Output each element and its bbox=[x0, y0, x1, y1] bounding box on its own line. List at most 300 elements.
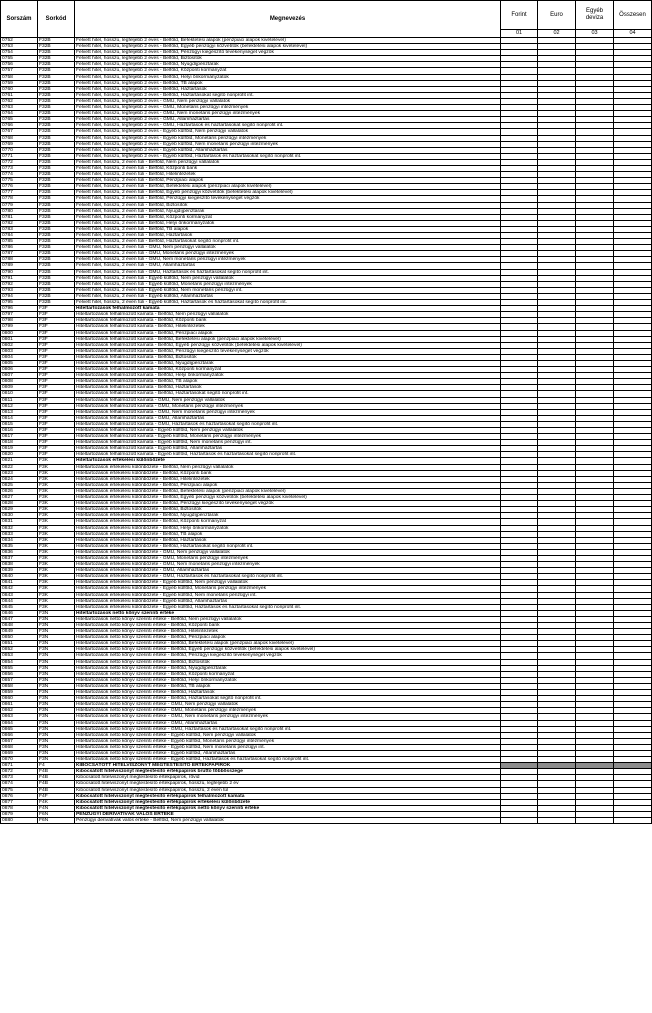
row-label-cell: Hiteltartozások felhalmozott kamata - Egyéb külföld, Nem monetáris pénzügyi int. bbox=[75, 440, 501, 446]
col-header-sorszam: Sorszám bbox=[1, 1, 38, 38]
row-code-cell: F3F bbox=[38, 306, 75, 312]
row-code-cell: F32B bbox=[38, 275, 75, 281]
row-label-cell: Hiteltartozások értékelési különbözete - Belföld, Központi bank bbox=[75, 470, 501, 476]
row-number-cell: 0804 bbox=[1, 354, 38, 360]
row-code-cell: F3N bbox=[38, 641, 75, 647]
row-label-cell: Hiteltartozások nettó könyv szerinti értéke - Egyéb külföld, Háztartások és háztartásokat segítő nonprofit int. bbox=[75, 757, 501, 763]
row-code-cell: F4B bbox=[38, 775, 75, 781]
row-label-cell: Felvett hitel, hosszú, legfeljebb 2 éves - Belföld, TB alapok bbox=[75, 80, 501, 86]
row-number-cell: 0822 bbox=[1, 464, 38, 470]
row-code-cell: F3K bbox=[38, 488, 75, 494]
row-label-cell: Hiteltartozások nettó könyv szerinti értéke bbox=[75, 610, 501, 616]
row-code-cell: F4K bbox=[38, 799, 75, 805]
row-number-cell: 0875 bbox=[1, 787, 38, 793]
row-number-cell: 0813 bbox=[1, 409, 38, 415]
row-label-cell: Hiteltartozások értékelési különbözete - Belföld, Központi kormányzat bbox=[75, 519, 501, 525]
row-code-cell: F3K bbox=[38, 580, 75, 586]
row-code-cell: F3K bbox=[38, 495, 75, 501]
row-code-cell: F32B bbox=[38, 239, 75, 245]
row-number-cell: 0840 bbox=[1, 574, 38, 580]
row-code-cell: F32B bbox=[38, 44, 75, 50]
row-code-cell: F3F bbox=[38, 330, 75, 336]
row-label-cell: Hiteltartozások nettó könyv szerinti értéke - Belföld, Helyi önkormányzatok bbox=[75, 677, 501, 683]
row-code-cell: F3F bbox=[38, 354, 75, 360]
row-label-cell: Kibocsátott hitelviszonyt megtestesítő értékpapírok, hosszú, 2 éven túl bbox=[75, 787, 501, 793]
row-label-cell: Hiteltartozások felhalmozott kamata - Belföld, Pénzpiaci alapok bbox=[75, 330, 501, 336]
row-code-cell: F32B bbox=[38, 50, 75, 56]
row-number-cell: 0769 bbox=[1, 141, 38, 147]
row-label-cell: Hiteltartozások felhalmozott kamata - Belföld, Háztartásokat segítő nonprofit int. bbox=[75, 391, 501, 397]
row-label-cell: Hiteltartozások értékelési különbözete - GMU, Nem pénzügyi vállalatok bbox=[75, 549, 501, 555]
row-label-cell: Hiteltartozások nettó könyv szerinti értéke - Belföld, Központi bank bbox=[75, 623, 501, 629]
row-code-cell: F3F bbox=[38, 446, 75, 452]
row-code-cell: F3N bbox=[38, 757, 75, 763]
row-code-cell: F3F bbox=[38, 367, 75, 373]
row-code-cell: F3F bbox=[38, 428, 75, 434]
row-number-cell: 0878 bbox=[1, 805, 38, 811]
row-code-cell: F3N bbox=[38, 659, 75, 665]
row-label-cell: Felvett hitel, hosszú, 2 éven túli - Egyéb külföld, Nem monetáris pénzügyi int. bbox=[75, 287, 501, 293]
row-label-cell: Hiteltartozások nettó könyv szerinti értéke - Belföld, Háztartásokat segítő nonprofit int. bbox=[75, 696, 501, 702]
row-number-cell: 0865 bbox=[1, 726, 38, 732]
row-code-cell: F3K bbox=[38, 555, 75, 561]
row-code-cell: F4B bbox=[38, 787, 75, 793]
row-number-cell: 0798 bbox=[1, 318, 38, 324]
row-label-cell: Felvett hitel, hosszú, 2 éven túli - Belföld, Hitelintézetek bbox=[75, 172, 501, 178]
row-label-cell: Hiteltartozások értékelési különbözete - Egyéb külföld, Államháztartás bbox=[75, 598, 501, 604]
row-number-cell: 0772 bbox=[1, 159, 38, 165]
value-cell-egyeb-deviza[interactable] bbox=[576, 818, 614, 824]
row-label-cell: Hiteltartozások felhalmozott kamata - Belföld, Nem pénzügyi vállalatok bbox=[75, 312, 501, 318]
row-label-cell: Hiteltartozások értékelési különbözete - Belföld, Egyéb pénzügyi közvetítők (befektetési alapok kivételével) bbox=[75, 495, 501, 501]
row-number-cell: 0767 bbox=[1, 129, 38, 135]
col-header-euro: Euro bbox=[538, 1, 576, 30]
row-code-cell: F32B bbox=[38, 86, 75, 92]
row-number-cell: 0783 bbox=[1, 226, 38, 232]
row-label-cell: Pénzügyi derivatívák valós értéke - Belföld, Nem pénzügyi vállalatok bbox=[75, 818, 501, 824]
row-number-cell: 0861 bbox=[1, 702, 38, 708]
row-number-cell: 0857 bbox=[1, 677, 38, 683]
row-number-cell: 0781 bbox=[1, 214, 38, 220]
row-label-cell: Hiteltartozások felhalmozott kamata - Belföld, Nyugdíjpénztárak bbox=[75, 360, 501, 366]
row-code-cell: F32B bbox=[38, 251, 75, 257]
row-code-cell: F3K bbox=[38, 501, 75, 507]
row-code-cell: F3K bbox=[38, 470, 75, 476]
row-code-cell: F3N bbox=[38, 714, 75, 720]
row-code-cell: F3N bbox=[38, 732, 75, 738]
row-number-cell: 0832 bbox=[1, 525, 38, 531]
row-number-cell: 0796 bbox=[1, 306, 38, 312]
row-number-cell: 0814 bbox=[1, 415, 38, 421]
row-label-cell: Hiteltartozások értékelési különbözete - Belföld, Hitelintézetek bbox=[75, 476, 501, 482]
row-label-cell: Felvett hitel, hosszú, legfeljebb 2 éves - GMU, Háztartások és háztartásokat segítő nonprofit int. bbox=[75, 123, 501, 129]
row-code-cell: F3N bbox=[38, 616, 75, 622]
row-label-cell: Hiteltartozások nettó könyv szerinti értéke - Belföld, Központi kormányzat bbox=[75, 671, 501, 677]
row-label-cell: Hiteltartozások értékelési különbözete - GMU, Háztartások és háztartásokat segítő nonprofit int. bbox=[75, 574, 501, 580]
row-number-cell: 0839 bbox=[1, 568, 38, 574]
row-code-cell: F32B bbox=[38, 300, 75, 306]
row-code-cell: F4B bbox=[38, 781, 75, 787]
row-code-cell: F32B bbox=[38, 281, 75, 287]
row-number-cell: 0768 bbox=[1, 135, 38, 141]
row-label-cell: Felvett hitel, hosszú, 2 éven túli - GMU, Nem monetáris pénzügyi intézmények bbox=[75, 257, 501, 263]
row-number-cell: 0819 bbox=[1, 446, 38, 452]
row-code-cell: F3K bbox=[38, 507, 75, 513]
row-number-cell: 0799 bbox=[1, 324, 38, 330]
row-number-cell: 0803 bbox=[1, 348, 38, 354]
row-code-cell: F3F bbox=[38, 312, 75, 318]
row-label-cell: Felvett hitel, hosszú, 2 éven túli - Belföld, Központi kormányzat bbox=[75, 214, 501, 220]
row-code-cell: F3N bbox=[38, 647, 75, 653]
row-label-cell: Hiteltartozások nettó könyv szerinti értéke - Belföld, Biztosítók bbox=[75, 659, 501, 665]
row-number-cell: 0770 bbox=[1, 147, 38, 153]
row-label-cell: Felvett hitel, hosszú, legfeljebb 2 éves - Belföld, Háztartások bbox=[75, 86, 501, 92]
row-label-cell: Hiteltartozások nettó könyv szerinti értéke - GMU, Nem pénzügyi vállalatok bbox=[75, 702, 501, 708]
value-cell-osszesen[interactable] bbox=[614, 818, 652, 824]
table-row bbox=[1, 818, 652, 824]
row-code-cell: F3K bbox=[38, 476, 75, 482]
row-number-cell: 0854 bbox=[1, 659, 38, 665]
row-label-cell: Felvett hitel, hosszú, legfeljebb 2 éves - Belföld, Háztartásokat segítő nonprofit int. bbox=[75, 92, 501, 98]
row-number-cell: 0851 bbox=[1, 641, 38, 647]
row-label-cell: Felvett hitel, hosszú, legfeljebb 2 éves - GMU, Nem pénzügyi vállalatok bbox=[75, 98, 501, 104]
row-code-cell: F4N bbox=[38, 805, 75, 811]
row-label-cell: Hiteltartozások nettó könyv szerinti értéke - GMU, Monetáris pénzügyi intézmények bbox=[75, 708, 501, 714]
row-code-cell: F3N bbox=[38, 690, 75, 696]
row-label-cell: Felvett hitel, hosszú, legfeljebb 2 éves - Egyéb külföld, Monetáris pénzügyi intézmények bbox=[75, 135, 501, 141]
row-number-cell: 0862 bbox=[1, 708, 38, 714]
row-number-cell: 0850 bbox=[1, 635, 38, 641]
row-code-cell: F4B bbox=[38, 769, 75, 775]
row-label-cell: Hiteltartozások felhalmozott kamata - GMU, Államháztartás bbox=[75, 415, 501, 421]
row-label-cell: Felvett hitel, hosszú, legfeljebb 2 éves - Belföld, Biztosítók bbox=[75, 56, 501, 62]
row-number-cell: 0844 bbox=[1, 598, 38, 604]
row-code-cell: F32B bbox=[38, 92, 75, 98]
row-code-cell: F32B bbox=[38, 105, 75, 111]
row-label-cell: Hiteltartozások nettó könyv szerinti értéke - Belföld, Nyugdíjpénztárak bbox=[75, 665, 501, 671]
row-number-cell: 0821 bbox=[1, 458, 38, 464]
row-label-cell: Hiteltartozások értékelési különbözete - Belföld, Helyi önkormányzatok bbox=[75, 525, 501, 531]
row-label-cell: Felvett hitel, hosszú, 2 éven túli - Egyéb külföld, Államháztartás bbox=[75, 293, 501, 299]
row-number-cell: 0829 bbox=[1, 507, 38, 513]
row-code-cell: F32B bbox=[38, 159, 75, 165]
row-label-cell: Felvett hitel, hosszú, 2 éven túli - Belföld, Nem pénzügyi vállalatok bbox=[75, 159, 501, 165]
row-label-cell: Hiteltartozások nettó könyv szerinti értéke - Belföld, Hitelintézetek bbox=[75, 629, 501, 635]
row-number-cell: 0765 bbox=[1, 117, 38, 123]
row-label-cell: Hiteltartozások értékelési különbözete - Belföld, Pénzügyi kiegészítő tevékenységet végzők bbox=[75, 501, 501, 507]
row-label-cell: Hiteltartozások felhalmozott kamata - GMU, Nem pénzügyi vállalatok bbox=[75, 397, 501, 403]
row-label-cell: Felvett hitel, hosszú, legfeljebb 2 éves - Belföld, Nyugdíjpénztárak bbox=[75, 62, 501, 68]
row-label-cell: Felvett hitel, hosszú, legfeljebb 2 éves - Egyéb külföld, Államháztartás bbox=[75, 147, 501, 153]
row-label-cell: Hiteltartozások felhalmozott kamata - Egyéb külföld, Monetáris pénzügyi intézmények bbox=[75, 434, 501, 440]
row-label-cell: Hiteltartozások értékelési különbözete - GMU, Államháztartás bbox=[75, 568, 501, 574]
row-label-cell: Felvett hitel, hosszú, 2 éven túli - Belföld, Háztartásokat segítő nonprofit int. bbox=[75, 239, 501, 245]
row-number-cell: 0855 bbox=[1, 665, 38, 671]
row-label-cell: Felvett hitel, hosszú, legfeljebb 2 éves - Egyéb külföld, Nem pénzügyi vállalatok bbox=[75, 129, 501, 135]
row-number-cell: 0774 bbox=[1, 172, 38, 178]
row-number-cell: 0853 bbox=[1, 653, 38, 659]
row-label-cell: Felvett hitel, hosszú, 2 éven túli - Belföld, Háztartások bbox=[75, 233, 501, 239]
row-code-cell: F32B bbox=[38, 38, 75, 44]
row-label-cell: Kibocsátott hitelviszonyt megtestesítő értékpapírok értékelési különbözete bbox=[75, 799, 501, 805]
row-label-cell: Hiteltartozások értékelési különbözete bbox=[75, 458, 501, 464]
row-label-cell: Felvett hitel, hosszú, legfeljebb 2 éves - Belföld, Befektetési alapok (pénzpiaci alapok kivételével) bbox=[75, 38, 501, 44]
row-code-cell: F32B bbox=[38, 172, 75, 178]
row-number-cell: 0779 bbox=[1, 202, 38, 208]
row-label-cell: Hiteltartozások nettó könyv szerinti értéke - Belföld, Nem pénzügyi vállalatok bbox=[75, 616, 501, 622]
row-number-cell: 0777 bbox=[1, 190, 38, 196]
row-code-cell: F32B bbox=[38, 208, 75, 214]
row-label-cell: Felvett hitel, hosszú, 2 éven túli - GMU, Nem pénzügyi vállalatok bbox=[75, 245, 501, 251]
col-header-osszesen: Összesen bbox=[614, 1, 652, 30]
row-number-cell: 0826 bbox=[1, 488, 38, 494]
row-label-cell: Hiteltartozások nettó könyv szerinti értéke - Egyéb külföld, Nem monetáris pénzügyi int. bbox=[75, 744, 501, 750]
row-label-cell: Hiteltartozások nettó könyv szerinti értéke - Belföld, TB alapok bbox=[75, 683, 501, 689]
row-code-cell: F3F bbox=[38, 415, 75, 421]
row-label-cell: Hiteltartozások felhalmozott kamata - GMU, Nem monetáris pénzügyi intézmények bbox=[75, 409, 501, 415]
row-label-cell: Hiteltartozások felhalmozott kamata bbox=[75, 306, 501, 312]
row-code-cell: F32B bbox=[38, 263, 75, 269]
row-code-cell: F32B bbox=[38, 68, 75, 74]
row-label-cell: Felvett hitel, hosszú, 2 éven túli - Belföld, Pénzpiaci alapok bbox=[75, 178, 501, 184]
row-label-cell: Felvett hitel, hosszú, legfeljebb 2 éves - GMU, Államháztartás bbox=[75, 117, 501, 123]
row-code-cell: F3K bbox=[38, 464, 75, 470]
row-number-cell: 0805 bbox=[1, 360, 38, 366]
row-code-cell: F3F bbox=[38, 434, 75, 440]
col-number-04: 04 bbox=[614, 30, 652, 38]
row-number-cell: 0786 bbox=[1, 245, 38, 251]
row-number-cell: 0835 bbox=[1, 543, 38, 549]
row-code-cell: F3F bbox=[38, 440, 75, 446]
row-number-cell: 0808 bbox=[1, 379, 38, 385]
row-number-cell: 0880 bbox=[1, 818, 38, 824]
row-code-cell: F32B bbox=[38, 178, 75, 184]
row-code-cell: F3N bbox=[38, 629, 75, 635]
row-label-cell: Felvett hitel, hosszú, 2 éven túli - GMU, Monetáris pénzügyi intézmények bbox=[75, 251, 501, 257]
row-code-cell: F3K bbox=[38, 574, 75, 580]
row-code-cell: F32B bbox=[38, 293, 75, 299]
row-code-cell: F32B bbox=[38, 190, 75, 196]
row-code-cell: F3F bbox=[38, 336, 75, 342]
row-label-cell: Felvett hitel, hosszú, 2 éven túli - Belföld, Pénzügyi kiegészítő tevékenységet végzők bbox=[75, 196, 501, 202]
row-number-cell: 0773 bbox=[1, 165, 38, 171]
row-code-cell: F32B bbox=[38, 141, 75, 147]
row-number-cell: 0763 bbox=[1, 105, 38, 111]
row-number-cell: 0778 bbox=[1, 196, 38, 202]
row-label-cell: Hiteltartozások nettó könyv szerinti értéke - Belföld, Háztartások bbox=[75, 690, 501, 696]
row-label-cell: Hiteltartozások nettó könyv szerinti értéke - Egyéb külföld, Államháztartás bbox=[75, 750, 501, 756]
row-number-cell: 0809 bbox=[1, 385, 38, 391]
row-code-cell: F3K bbox=[38, 513, 75, 519]
row-code-cell: F3N bbox=[38, 653, 75, 659]
row-label-cell: Hiteltartozások felhalmozott kamata - Egyéb külföld, Államháztartás bbox=[75, 446, 501, 452]
row-number-cell: 0771 bbox=[1, 153, 38, 159]
row-code-cell: F3K bbox=[38, 519, 75, 525]
row-number-cell: 0818 bbox=[1, 440, 38, 446]
row-code-cell: F3F bbox=[38, 360, 75, 366]
row-number-cell: 0842 bbox=[1, 586, 38, 592]
row-number-cell: 0782 bbox=[1, 220, 38, 226]
row-code-cell: F3K bbox=[38, 598, 75, 604]
row-code-cell: F3K bbox=[38, 482, 75, 488]
row-number-cell: 0858 bbox=[1, 683, 38, 689]
row-label-cell: Hiteltartozások nettó könyv szerinti értéke - GMU, Államháztartás bbox=[75, 720, 501, 726]
row-code-cell: F4F bbox=[38, 793, 75, 799]
row-label-cell: Hiteltartozások felhalmozott kamata - Belföld, Háztartások bbox=[75, 385, 501, 391]
row-label-cell: Felvett hitel, hosszú, legfeljebb 2 éves - Belföld, Egyéb pénzügyi közvetítők (befektetési alapok kivételével) bbox=[75, 44, 501, 50]
row-number-cell: 0856 bbox=[1, 671, 38, 677]
row-code-cell: F32B bbox=[38, 74, 75, 80]
row-number-cell: 0877 bbox=[1, 799, 38, 805]
row-code-cell: F3F bbox=[38, 403, 75, 409]
row-label-cell: Felvett hitel, hosszú, legfeljebb 2 éves - Belföld, Központi kormányzat bbox=[75, 68, 501, 74]
row-label-cell: Hiteltartozások felhalmozott kamata - Belföld, Egyéb pénzügyi közvetítők (befektetési alapok kivételével) bbox=[75, 342, 501, 348]
row-label-cell: Felvett hitel, hosszú, 2 éven túli - Egyéb külföld, Monetáris pénzügyi intézmények bbox=[75, 281, 501, 287]
row-code-cell: F32B bbox=[38, 62, 75, 68]
row-code-cell: F32B bbox=[38, 80, 75, 86]
row-code-cell: F3N bbox=[38, 702, 75, 708]
row-number-cell: 0776 bbox=[1, 184, 38, 190]
row-number-cell: 0815 bbox=[1, 421, 38, 427]
row-code-cell: F3K bbox=[38, 604, 75, 610]
row-number-cell: 0868 bbox=[1, 744, 38, 750]
row-code-cell: F3N bbox=[38, 665, 75, 671]
col-header-egyeb-deviza: Egyéb deviza bbox=[576, 1, 614, 30]
row-number-cell: 0838 bbox=[1, 562, 38, 568]
row-code-cell: F32B bbox=[38, 214, 75, 220]
row-number-cell: 0817 bbox=[1, 434, 38, 440]
row-number-cell: 0794 bbox=[1, 293, 38, 299]
row-label-cell: Felvett hitel, hosszú, 2 éven túli - Belföld, Egyéb pénzügyi közvetítők (befektetési alapok kivételével) bbox=[75, 190, 501, 196]
row-number-cell: 0879 bbox=[1, 811, 38, 817]
row-number-cell: 0846 bbox=[1, 610, 38, 616]
row-number-cell: 0827 bbox=[1, 495, 38, 501]
row-label-cell: Hiteltartozások felhalmozott kamata - GMU, Monetáris pénzügyi intézmények bbox=[75, 403, 501, 409]
row-label-cell: Felvett hitel, hosszú, 2 éven túli - Belföld, Befektetési alapok (pénzpiaci alapok kivételével) bbox=[75, 184, 501, 190]
row-code-cell: F32B bbox=[38, 287, 75, 293]
row-code-cell: F3K bbox=[38, 458, 75, 464]
row-label-cell: Hiteltartozások nettó könyv szerinti értéke - Egyéb külföld, Monetáris pénzügyi intézmények bbox=[75, 738, 501, 744]
row-label-cell: Felvett hitel, hosszú, legfeljebb 2 éves - Belföld, Helyi önkormányzatok bbox=[75, 74, 501, 80]
row-number-cell: 0833 bbox=[1, 531, 38, 537]
row-code-cell: F3K bbox=[38, 568, 75, 574]
row-label-cell: Felvett hitel, hosszú, 2 éven túli - GMU, Államháztartás bbox=[75, 263, 501, 269]
row-number-cell: 0834 bbox=[1, 537, 38, 543]
row-label-cell: Hiteltartozások felhalmozott kamata - Belföld, Befektetési alapok (pénzpiaci alapok kivételével) bbox=[75, 336, 501, 342]
row-code-cell: F3F bbox=[38, 391, 75, 397]
row-label-cell: Hiteltartozások értékelési különbözete - Belföld, Biztosítók bbox=[75, 507, 501, 513]
row-number-cell: 0801 bbox=[1, 336, 38, 342]
value-cell-euro[interactable] bbox=[538, 818, 576, 824]
row-code-cell: F32B bbox=[38, 184, 75, 190]
row-number-cell: 0788 bbox=[1, 257, 38, 263]
row-label-cell: Hiteltartozások felhalmozott kamata - Belföld, Helyi önkormányzatok bbox=[75, 373, 501, 379]
row-number-cell: 0852 bbox=[1, 647, 38, 653]
row-label-cell: Hiteltartozások értékelési különbözete - Egyéb külföld, Háztartások és háztartásokat segítő nonprofit int. bbox=[75, 604, 501, 610]
row-code-cell: F32B bbox=[38, 147, 75, 153]
row-number-cell: 0755 bbox=[1, 56, 38, 62]
row-code-cell: F32B bbox=[38, 245, 75, 251]
row-number-cell: 0869 bbox=[1, 750, 38, 756]
row-label-cell: Hiteltartozások felhalmozott kamata - Belföld, Központi kormányzat bbox=[75, 367, 501, 373]
row-number-cell: 0849 bbox=[1, 629, 38, 635]
row-label-cell: Felvett hitel, hosszú, 2 éven túli - Belföld, Helyi önkormányzatok bbox=[75, 220, 501, 226]
row-label-cell: Hiteltartozások értékelési különbözete - GMU, Monetáris pénzügyi intézmények bbox=[75, 555, 501, 561]
row-number-cell: 0787 bbox=[1, 251, 38, 257]
row-label-cell: Hiteltartozások értékelési különbözete - GMU, Nem monetáris pénzügyi intézmények bbox=[75, 562, 501, 568]
row-code-cell: F32B bbox=[38, 269, 75, 275]
row-label-cell: Hiteltartozások nettó könyv szerinti értéke - Belföld, Egyéb pénzügyi közvetítők (befektetési alapok kivételével) bbox=[75, 647, 501, 653]
row-number-cell: 0806 bbox=[1, 367, 38, 373]
row-label-cell: Felvett hitel, hosszú, 2 éven túli - GMU, Háztartások és háztartásokat segítő nonprofit int. bbox=[75, 269, 501, 275]
row-code-cell: F3N bbox=[38, 671, 75, 677]
row-number-cell: 0756 bbox=[1, 62, 38, 68]
row-number-cell: 0759 bbox=[1, 80, 38, 86]
row-label-cell: Hiteltartozások felhalmozott kamata - Egyéb külföld, Nem pénzügyi vállalatok bbox=[75, 428, 501, 434]
row-code-cell: F3K bbox=[38, 586, 75, 592]
row-code-cell: F3F bbox=[38, 342, 75, 348]
row-number-cell: 0864 bbox=[1, 720, 38, 726]
row-number-cell: 0757 bbox=[1, 68, 38, 74]
table-body bbox=[1, 38, 652, 824]
row-code-cell: F3F bbox=[38, 348, 75, 354]
row-number-cell: 0789 bbox=[1, 263, 38, 269]
row-code-cell: F32B bbox=[38, 220, 75, 226]
row-code-cell: F3K bbox=[38, 543, 75, 549]
row-code-cell: F3N bbox=[38, 744, 75, 750]
row-code-cell: F32B bbox=[38, 111, 75, 117]
value-cell-forint[interactable] bbox=[501, 818, 538, 824]
row-label-cell: Hiteltartozások nettó könyv szerinti értéke - Belföld, Befektetési alapok (pénzpiaci alapok kivételével) bbox=[75, 641, 501, 647]
row-label-cell: PÉNZÜGYI DERIVATÍVÁK VALÓS ÉRTÉKE bbox=[75, 811, 501, 817]
row-number-cell: 0811 bbox=[1, 397, 38, 403]
row-number-cell: 0780 bbox=[1, 208, 38, 214]
row-number-cell: 0784 bbox=[1, 233, 38, 239]
row-label-cell: Hiteltartozások nettó könyv szerinti értéke - GMU, Nem monetáris pénzügyi intézmények bbox=[75, 714, 501, 720]
row-label-cell: Kibocsátott hitelviszonyt megtestesítő értékpapírok bruttó többösszege bbox=[75, 769, 501, 775]
row-number-cell: 0828 bbox=[1, 501, 38, 507]
row-number-cell: 0837 bbox=[1, 555, 38, 561]
row-code-cell: F3K bbox=[38, 525, 75, 531]
row-number-cell: 0859 bbox=[1, 690, 38, 696]
col-header-forint: Forint bbox=[501, 1, 538, 30]
row-code-cell: F3N bbox=[38, 635, 75, 641]
row-code-cell: F3N bbox=[38, 726, 75, 732]
row-code-cell: F3F bbox=[38, 324, 75, 330]
row-number-cell: 0766 bbox=[1, 123, 38, 129]
row-label-cell: Hiteltartozások felhalmozott kamata - Belföld, TB alapok bbox=[75, 379, 501, 385]
col-number-01: 01 bbox=[501, 30, 538, 38]
row-number-cell: 0843 bbox=[1, 592, 38, 598]
row-code-cell: F3N bbox=[38, 750, 75, 756]
row-code-cell: F4 bbox=[38, 763, 75, 769]
row-number-cell: 0845 bbox=[1, 604, 38, 610]
row-number-cell: 0792 bbox=[1, 281, 38, 287]
row-label-cell: Hiteltartozások felhalmozott kamata - Belföld, Biztosítók bbox=[75, 354, 501, 360]
row-label-cell: Felvett hitel, hosszú, 2 éven túli - Egyéb külföld, Háztartások és háztartásokat segítő nonprofit int. bbox=[75, 300, 501, 306]
row-number-cell: 0802 bbox=[1, 342, 38, 348]
row-number-cell: 0762 bbox=[1, 98, 38, 104]
row-number-cell: 0871 bbox=[1, 763, 38, 769]
row-number-cell: 0795 bbox=[1, 300, 38, 306]
row-label-cell: Felvett hitel, hosszú, 2 éven túli - Belföld, Központi bank bbox=[75, 165, 501, 171]
row-code-cell: F32B bbox=[38, 135, 75, 141]
row-number-cell: 0873 bbox=[1, 775, 38, 781]
row-code-cell: F32B bbox=[38, 56, 75, 62]
row-code-cell: F3F bbox=[38, 397, 75, 403]
row-number-cell: 0785 bbox=[1, 239, 38, 245]
row-code-cell: F32B bbox=[38, 226, 75, 232]
